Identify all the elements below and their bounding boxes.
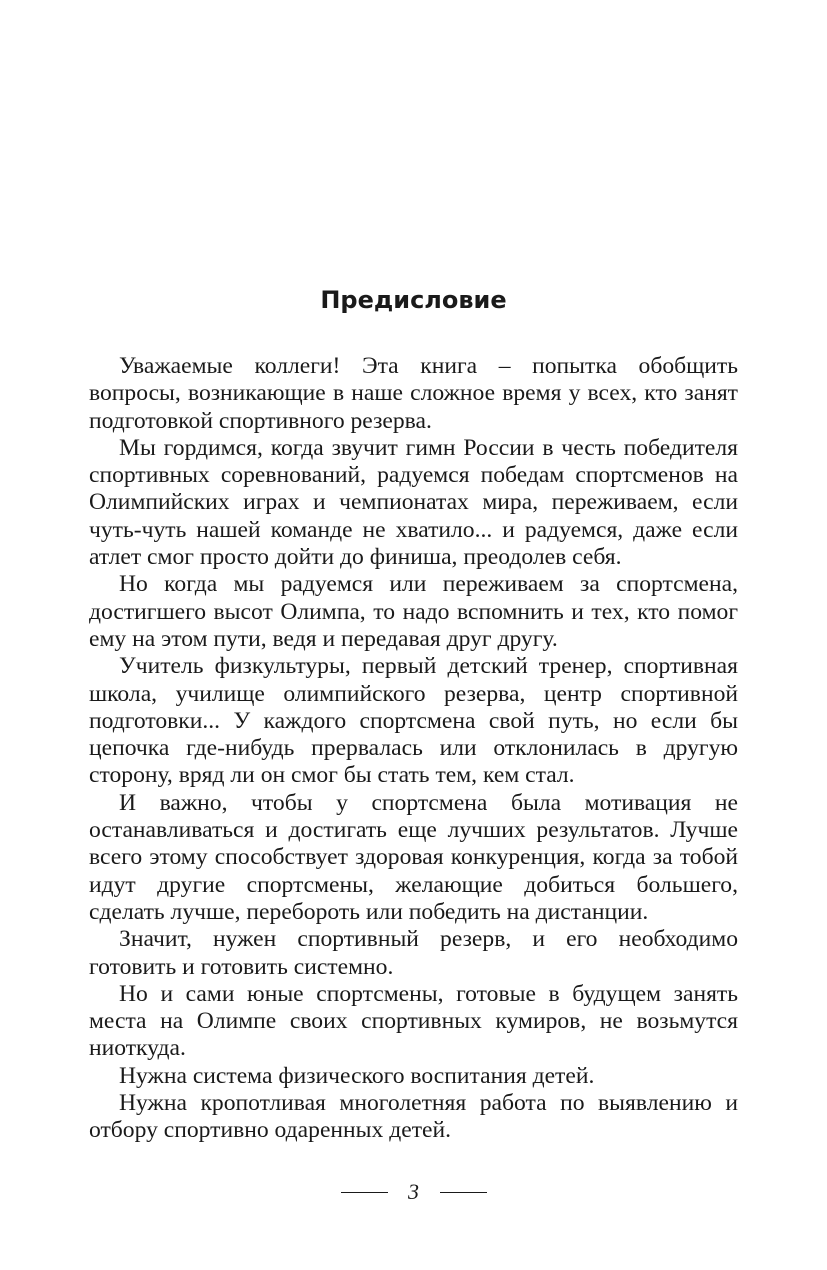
paragraph-1: Уважаемые коллеги! Эта книга – попытка обобщить вопросы, возникающие в наше сложное время у всех, кто занят подготовкой спортивного резерва. [89,353,738,434]
footer-rule-left [341,1192,388,1193]
paragraph-7: Но и сами юные спортсмены, готовые в будущем занять места на Олимпе своих спортивных кумиров, не возьмутся ниоткуда. [89,980,738,1062]
paragraph-2: Мы гордимся, когда звучит гимн России в честь победителя спортивных соревнований, радуемся победам спортсменов на Олимпийских играх и чемпионатах мира, переживаем, если чуть-чуть нашей команде не хватило... и радуемся, даже если атлет смог просто дойти до финиша, преодолев себя. [89,434,738,571]
body-text [89,353,738,1145]
paragraph-8: Нужна система физического воспитания детей. [119,1062,595,1089]
footer-rule-right [440,1192,487,1193]
paragraph-4: Учитель физкультуры, первый детский тренер, спортивная школа, училище олимпийского резерва, центр спортивной подготовки... У каждого спортсмена свой путь, но если бы цепочка где-нибудь прервалась или отклонилась в другую сторону, вряд ли он смог бы стать тем, кем стал. [89,653,738,789]
paragraph-3: Но когда мы радуемся или переживаем за спортсмена, достигшего высот Олимпа, то надо вспомнить и тех, кто помог ему на этом пути, ведя и передавая друг другу. [89,571,738,652]
paragraph-6: Значит, нужен спортивный резерв, и его необходимо готовить и готовить системно. [89,926,738,980]
page-title: Предисловие [320,286,507,314]
paragraph-9: Нужна кропотливая многолетняя работа по выявлению и отбору спортивно одаренных детей. [89,1090,738,1144]
paragraph-5: И важно, чтобы у спортсмена была мотивация не останавливаться и достигать еще лучших результатов. Лучше всего этому способствует здоровая конкуренция, когда за тобой идут другие спортсмены, желающие добиться большего, сделать лучше, перебороть или победить на дистанции. [89,789,738,925]
page-number: 3 [408,1179,419,1204]
page-footer [0,1177,827,1207]
